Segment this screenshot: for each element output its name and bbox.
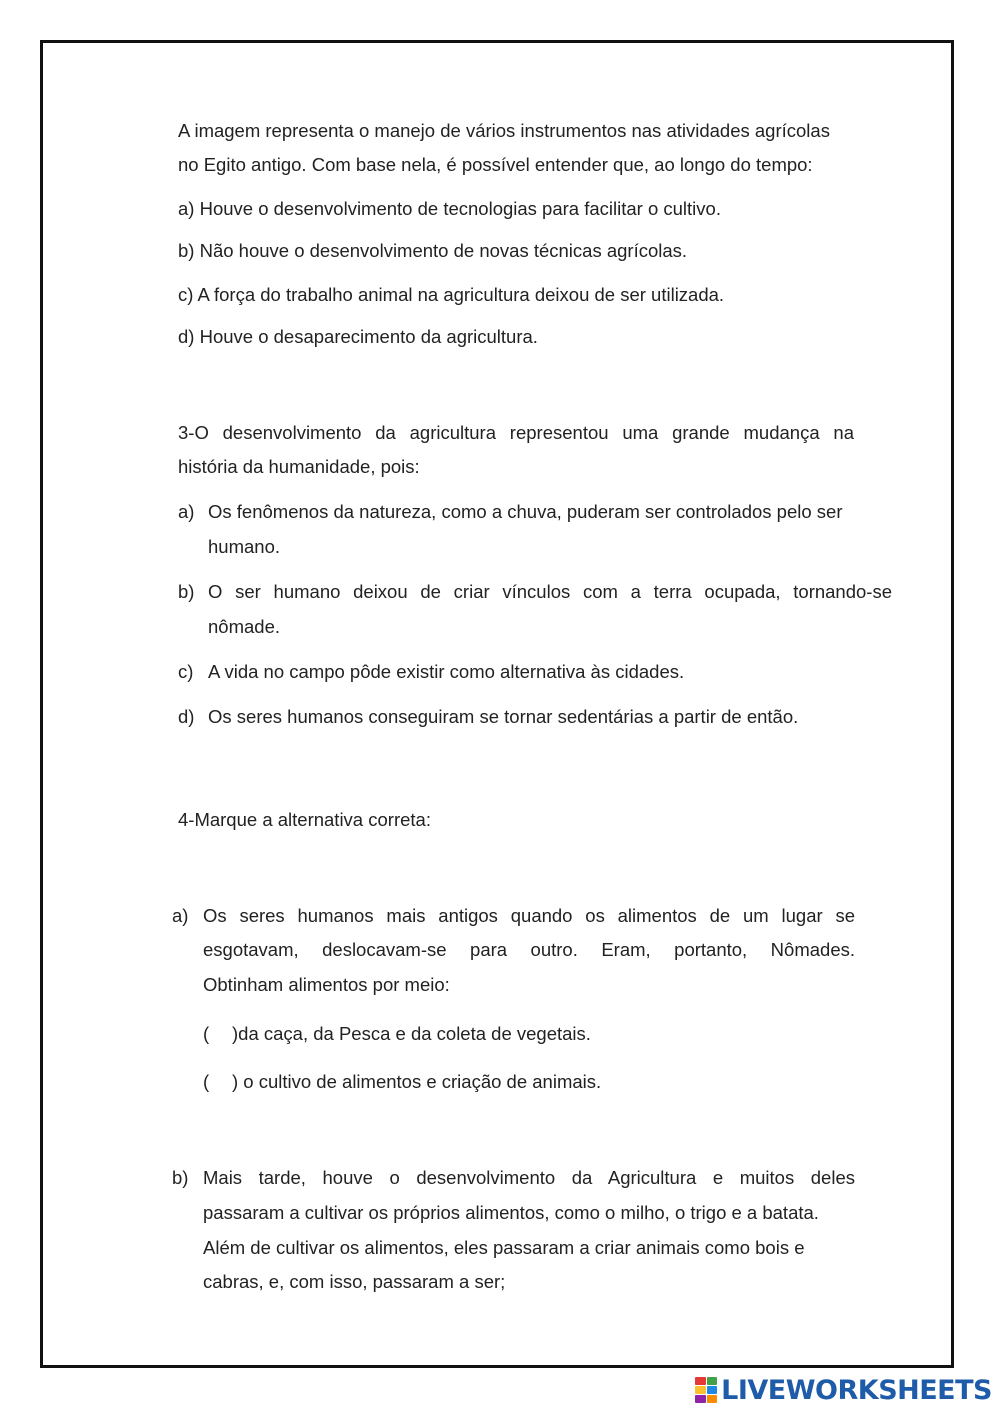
question3-line1: 3-O desenvolvimento da agricultura representou uma grande mudança na [178, 422, 854, 443]
question4-part-a-label: a) [172, 905, 189, 926]
question4-part-b-line3: Além de cultivar os alimentos, eles passaram a criar animais como bois e [203, 1237, 805, 1258]
question3-option-a-label: a) [178, 501, 195, 522]
question3-option-a-line1: Os fenômenos da natureza, como a chuva, puderam ser controlados pelo ser [208, 501, 843, 522]
question3-option-a-line2: humano. [208, 536, 280, 557]
question3-option-d-label: d) [178, 706, 195, 727]
question2-option-c: c) A força do trabalho animal na agricultura deixou de ser utilizada. [178, 284, 725, 305]
question4-part-a-line3: Obtinham alimentos por meio: [203, 974, 450, 995]
mark-cell-2 [707, 1377, 718, 1385]
question2-option-d: d) Houve o desaparecimento da agricultura. [178, 326, 538, 347]
question4-choice1-box[interactable]: ( [203, 1023, 210, 1044]
question2-option-b: b) Não houve o desenvolvimento de novas técnicas agrícolas. [178, 240, 688, 261]
question4-part-b-line2: passaram a cultivar os próprios alimentos, como o milho, o trigo e a batata. [203, 1202, 819, 1223]
question3-option-d-line1: Os seres humanos conseguiram se tornar sedentárias a partir de então. [208, 706, 799, 727]
mark-cell-3 [695, 1386, 706, 1394]
question2-option-a: a) Houve o desenvolvimento de tecnologias para facilitar o cultivo. [178, 198, 721, 219]
mark-cell-6 [707, 1395, 718, 1403]
question2-intro-line2: no Egito antigo. Com base nela, é possível entender que, ao longo do tempo: [178, 154, 813, 175]
question3-option-b-line2: nômade. [208, 616, 280, 637]
question4-part-a-line2: esgotavam, deslocavam-se para outro. Eram, portanto, Nômades. [203, 939, 855, 960]
liveworksheets-logo-text: LIVEWORKSHEETS [721, 1374, 992, 1406]
liveworksheets-logo[interactable] [695, 1373, 992, 1407]
question4-title: 4-Marque a alternativa correta: [178, 809, 431, 830]
question4-part-a-line1: Os seres humanos mais antigos quando os alimentos de um lugar se [203, 905, 855, 926]
question3-option-c-line1: A vida no campo pôde existir como alternativa às cidades. [208, 661, 685, 682]
question2-intro-line1: A imagem representa o manejo de vários instrumentos nas atividades agrícolas [178, 120, 830, 141]
question4-choice2-box[interactable]: ( [203, 1071, 210, 1092]
mark-cell-4 [707, 1386, 718, 1394]
question3-option-b-line1: O ser humano deixou de criar vínculos com a terra ocupada, tornando-se [208, 581, 892, 602]
question3-option-c-label: c) [178, 661, 194, 682]
question4-choice2-text: ) o cultivo de alimentos e criação de animais. [232, 1071, 602, 1092]
question4-part-b-label: b) [172, 1167, 189, 1188]
mark-cell-5 [695, 1395, 706, 1403]
question3-option-b-label: b) [178, 581, 195, 602]
liveworksheets-mark-icon [695, 1377, 717, 1403]
question4-part-b-line4: cabras, e, com isso, passaram a ser; [203, 1271, 506, 1292]
question4-part-b-line1: Mais tarde, houve o desenvolvimento da Agricultura e muitos deles [203, 1167, 855, 1188]
question3-line2: história da humanidade, pois: [178, 456, 420, 477]
question4-choice1-text: )da caça, da Pesca e da coleta de vegetais. [232, 1023, 591, 1044]
mark-cell-1 [695, 1377, 706, 1385]
